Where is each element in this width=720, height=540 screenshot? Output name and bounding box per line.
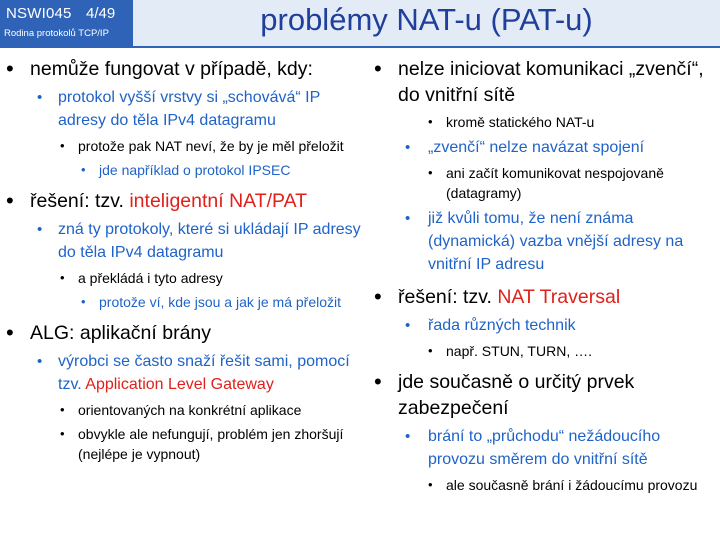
bullet-jiz-kvuli: • již kvůli tomu, že není známa (dynamická) vazba vnější adresy na vnitřní IP adresu: [368, 207, 720, 276]
bullet-vyrobci-prefix: výrobci se často snaží řešit sami, pomocí tzv.: [58, 353, 350, 393]
bullet-nefunguji: • obvykle ale nefungují, problém jen zhoršují (nejlépe je vypnout): [0, 424, 362, 464]
bullet-preklada-adresy: • a překládá i tyto adresy: [0, 268, 362, 288]
bullet-reseni-traversal: [368, 284, 720, 310]
right-bullet-list: [368, 56, 720, 495]
bullet-ipsec: • jde například o protokol IPSEC: [0, 160, 362, 180]
bullet-orientovanych: • orientovaných na konkrétní aplikace: [0, 400, 362, 420]
bullet-vyrobci-highlight: Application Level Gateway: [85, 376, 274, 393]
bullet-traversal-prefix: řešení: tzv.: [398, 286, 498, 308]
bullet-nelze-iniciovat: • nelze iniciovat komunikaci „zvenčí“, do vnitřní sítě: [368, 56, 720, 108]
bullet-zabezpeceni: • jde současně o určitý prvek zabezpečení: [368, 369, 720, 421]
course-code: NSWI045: [6, 5, 72, 22]
bullet-nemuze-fungovat: • nemůže fungovat v případě, kdy:: [0, 56, 362, 82]
bullet-ani-zacit: • ani začít komunikovat nespojovaně (datagramy): [368, 163, 720, 203]
bullet-reseni-highlight: inteligentní NAT/PAT: [129, 190, 308, 212]
bullet-traversal-highlight: NAT Traversal: [497, 286, 621, 308]
bullet-protokol-vyssi-vrstvy: • protokol vyšší vrstvy si „schovává“ IP adresy do těla IPv4 datagramu: [0, 86, 362, 132]
course-badge: [0, 0, 133, 46]
left-bullet-list: [0, 56, 362, 464]
right-column: [368, 48, 720, 495]
course-subtitle: Rodina protokolů TCP/IP: [4, 28, 109, 39]
bullet-stun-turn: • např. STUN, TURN, ….: [368, 341, 720, 361]
bullet-nat-nevi: • protože pak NAT neví, že by je měl přeložit: [0, 136, 362, 156]
bullet-zna-protokoly: • zná ty protokoly, které si ukládají IP adresy do těla IPv4 datagramu: [0, 218, 362, 264]
slide-title: problémy NAT-u (PAT-u): [260, 2, 593, 37]
bullet-rada-technik: • řada různých technik: [368, 314, 720, 337]
bullet-brani-pruchodu: • brání to „průchodu“ nežádoucího provozu směrem do vnitřní sítě: [368, 425, 720, 471]
page-number: 4/49: [86, 5, 116, 22]
bullet-krome-statickeho: • kromě statického NAT-u: [368, 112, 720, 132]
bullet-nelze-navazat: • „zvenčí“ nelze navázat spojení: [368, 136, 720, 159]
slide-header: [0, 0, 720, 46]
bullet-reseni-inteligentni: [0, 188, 362, 214]
bullet-vyrobci: [0, 350, 362, 396]
bullet-brani-zadoucimu: • ale současně brání i žádoucímu provozu: [368, 475, 720, 495]
bullet-reseni-prefix: řešení: tzv.: [30, 190, 130, 212]
bullet-alg: • ALG: aplikační brány: [0, 320, 362, 346]
bullet-protoze-vi: • protože ví, kde jsou a jak je má přeložit: [0, 292, 362, 312]
left-column: [0, 48, 362, 464]
